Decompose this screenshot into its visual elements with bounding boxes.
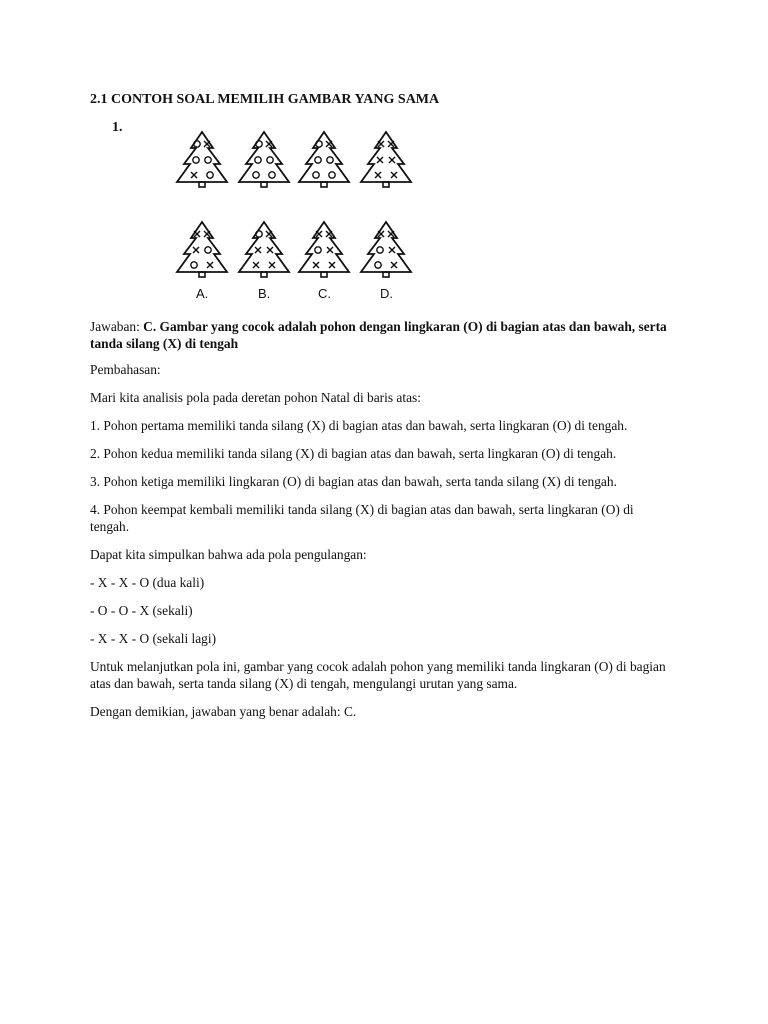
circle-mark [207,172,213,178]
circle-mark [315,157,321,163]
cross-mark [378,231,384,237]
tree-trunk [261,272,267,277]
answer-paragraph [90,318,670,352]
top-row-tree [177,132,227,187]
circle-mark [329,172,335,178]
cross-mark [191,172,197,178]
cross-mark [204,141,210,147]
tree-outline [239,132,289,182]
cross-mark [326,231,332,237]
tree-outline [177,222,227,272]
tree-trunk [383,182,389,187]
option-tree [299,222,349,277]
cross-mark [388,141,394,147]
cross-mark [377,157,383,163]
cross-mark [313,262,319,268]
tree-outline [361,222,411,272]
paragraph-point-1: 1. Pohon pertama memiliki tanda silang (X) di bagian atas dan bawah, serta lingkaran (O) di tengah. [90,418,628,433]
cross-mark [378,141,384,147]
question-number: 1. [112,120,123,135]
cross-mark [326,141,332,147]
answer-prefix: Jawaban: [90,319,144,334]
option-label: C. [318,286,331,301]
paragraph-point-2: 2. Pohon kedua memiliki tanda silang (X) di bagian atas dan bawah, serta lingkaran (O) di tengah. [90,446,617,461]
cross-mark [269,262,275,268]
circle-mark [377,247,383,253]
question-figure [168,126,430,302]
cross-mark [255,247,261,253]
tree-trunk [261,182,267,187]
paragraph-final-answer: Dengan demikian, jawaban yang benar adalah: C. [90,704,357,719]
cross-mark [266,231,272,237]
paragraph-pattern-3: - X - X - O (sekali lagi) [90,631,217,646]
option-tree [177,222,227,277]
tree-outline [361,132,411,182]
cross-mark [316,231,322,237]
cross-mark [391,172,397,178]
cross-mark [329,262,335,268]
tree-outline [239,222,289,272]
circle-mark [205,157,211,163]
answer-text: C. Gambar yang cocok adalah pohon dengan lingkaran (O) di bagian atas dan bawah, serta tanda silang (X) di tengah [90,319,667,351]
paragraph-point-3: 3. Pohon ketiga memiliki lingkaran (O) di bagian atas dan bawah, serta tanda silang (X) di tengah. [90,474,617,489]
paragraph-intro: Mari kita analisis pola pada deretan pohon Natal di baris atas: [90,390,421,405]
circle-mark [253,172,259,178]
cross-mark [327,247,333,253]
paragraph-pattern-1: - X - X - O (dua kali) [90,575,205,590]
tree-trunk [321,272,327,277]
tree-trunk [199,272,205,277]
tree-trunk [199,182,205,187]
tree-outline [177,132,227,182]
tree-trunk [383,272,389,277]
circle-mark [255,157,261,163]
cross-mark [388,231,394,237]
paragraph-conclusion-intro: Dapat kita simpulkan bahwa ada pola pengulangan: [90,547,367,562]
cross-mark [391,262,397,268]
top-row-tree [361,132,411,187]
paragraph-explanation-title: Pembahasan: [90,362,161,377]
section-heading: 2.1 CONTOH SOAL MEMILIH GAMBAR YANG SAMA [90,92,440,107]
circle-mark [375,262,381,268]
option-label: A. [196,286,209,301]
cross-mark [204,231,210,237]
cross-mark [253,262,259,268]
circle-mark [269,172,275,178]
cross-mark [194,231,200,237]
option-tree [239,222,289,277]
tree-trunk [321,182,327,187]
circle-mark [267,157,273,163]
option-label: B. [258,286,271,301]
circle-mark [193,157,199,163]
option-label: D. [380,286,393,301]
circle-mark [313,172,319,178]
cross-mark [375,172,381,178]
top-row-tree [299,132,349,187]
circle-mark [191,262,197,268]
tree-outline [299,132,349,182]
paragraph-point-4: 4. Pohon keempat kembali memiliki tanda silang (X) di bagian atas dan bawah, serta lingkaran (O) di tengah. [90,502,634,534]
circle-mark [205,247,211,253]
paragraph-pattern-2: - O - O - X (sekali) [90,603,193,618]
cross-mark [267,247,273,253]
cross-mark [193,247,199,253]
option-tree [361,222,411,277]
tree-outline [299,222,349,272]
tree-pattern-figure [168,126,430,302]
document-body [90,318,670,731]
cross-mark [389,157,395,163]
cross-mark [207,262,213,268]
cross-mark [266,141,272,147]
circle-mark [327,157,333,163]
cross-mark [389,247,395,253]
top-row-tree [239,132,289,187]
paragraph-continuation: Untuk melanjutkan pola ini, gambar yang cocok adalah pohon yang memiliki tanda lingkaran (O) di bagian atas dan bawah, serta tanda silang (X) di tengah, mengulangi urutan yang sama. [90,659,666,691]
circle-mark [315,247,321,253]
